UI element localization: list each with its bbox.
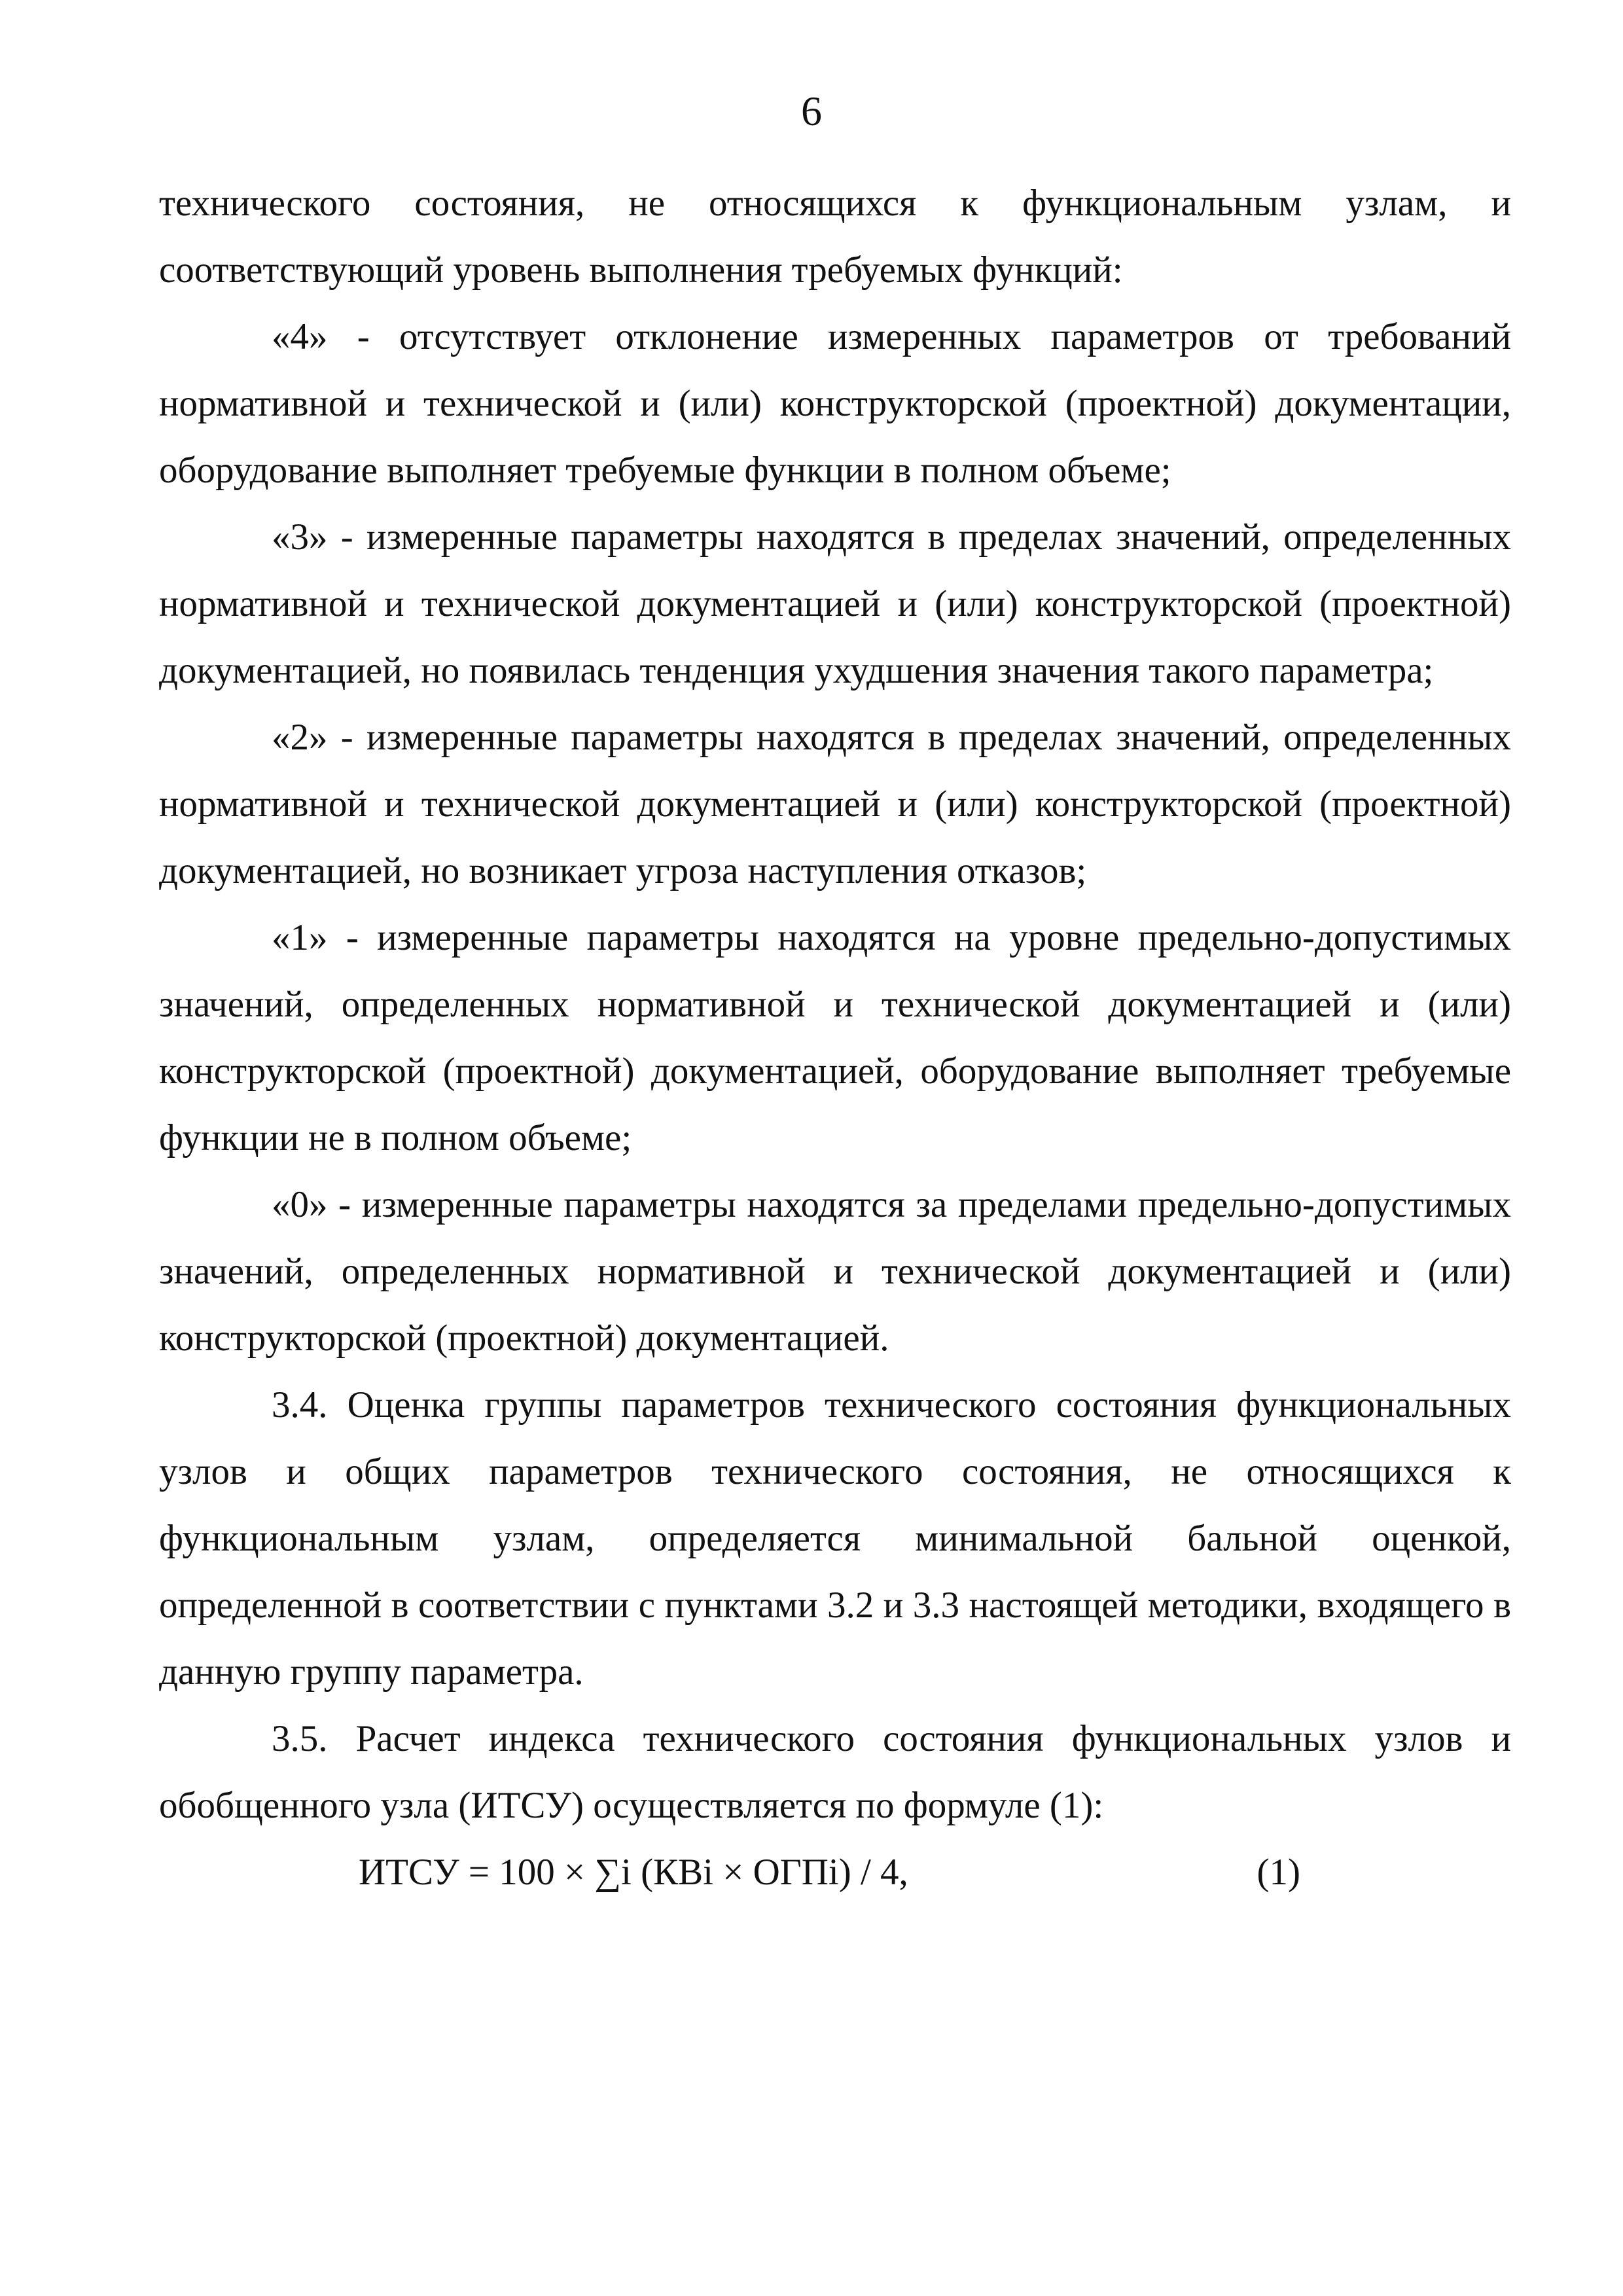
paragraph-grade-1: «1» - измеренные параметры находятся на уровне предельно-допустимых значений, определенных нормативной и технической документацией и (или) конструкторской (проектной) документацией, оборудование выполняет требуемые функции не в полном объеме; xyxy=(159,917,1511,1158)
paragraph-grade-0: «0» - измеренные параметры находятся за пределами предельно-допустимых значений, определенных нормативной и технической документацией и (или) конструкторской (проектной) документацией. xyxy=(159,1184,1511,1359)
paragraph-continuation: технического состояния, не относящихся к функциональным узлам, и соответствующий уровень выполнения требуемых функций: xyxy=(159,183,1511,291)
paragraph-3-4: 3.4. Оценка группы параметров технического состояния функциональных узлов и общих параметров технического состояния, не относящихся к функциональным узлам, определяется минимальной бальной оценкой, определенной в соответствии с пунктами 3.2 и 3.3 настоящей методики, входящего в данную группу параметра. xyxy=(159,1384,1511,1693)
formula-row xyxy=(159,1839,1511,1906)
paragraph-grade-3: «3» - измеренные параметры находятся в пределах значений, определенных нормативной и технической документацией и (или) конструкторской (проектной) документацией, но появилась тенденция ухудшения значения такого параметра; xyxy=(159,516,1511,691)
formula-expression: ИТСУ = 100 × ∑i (КВi × ОГПi) / 4, xyxy=(359,1852,908,1893)
formula-number: (1) xyxy=(1257,1852,1300,1893)
page-number: 6 xyxy=(801,88,822,134)
document-body xyxy=(159,170,1511,1906)
paragraph-grade-4: «4» - отсутствует отклонение измеренных параметров от требований нормативной и технической и (или) конструкторской (проектной) документации, оборудование выполняет требуемые функции в полном объеме; xyxy=(159,316,1511,491)
paragraph-3-5: 3.5. Расчет индекса технического состояния функциональных узлов и обобщенного узла (ИТСУ) осуществляется по формуле (1): xyxy=(159,1718,1511,1826)
paragraph-grade-2: «2» - измеренные параметры находятся в пределах значений, определенных нормативной и технической документацией и (или) конструкторской (проектной) документацией, но возникает угроза наступления отказов; xyxy=(159,717,1511,891)
